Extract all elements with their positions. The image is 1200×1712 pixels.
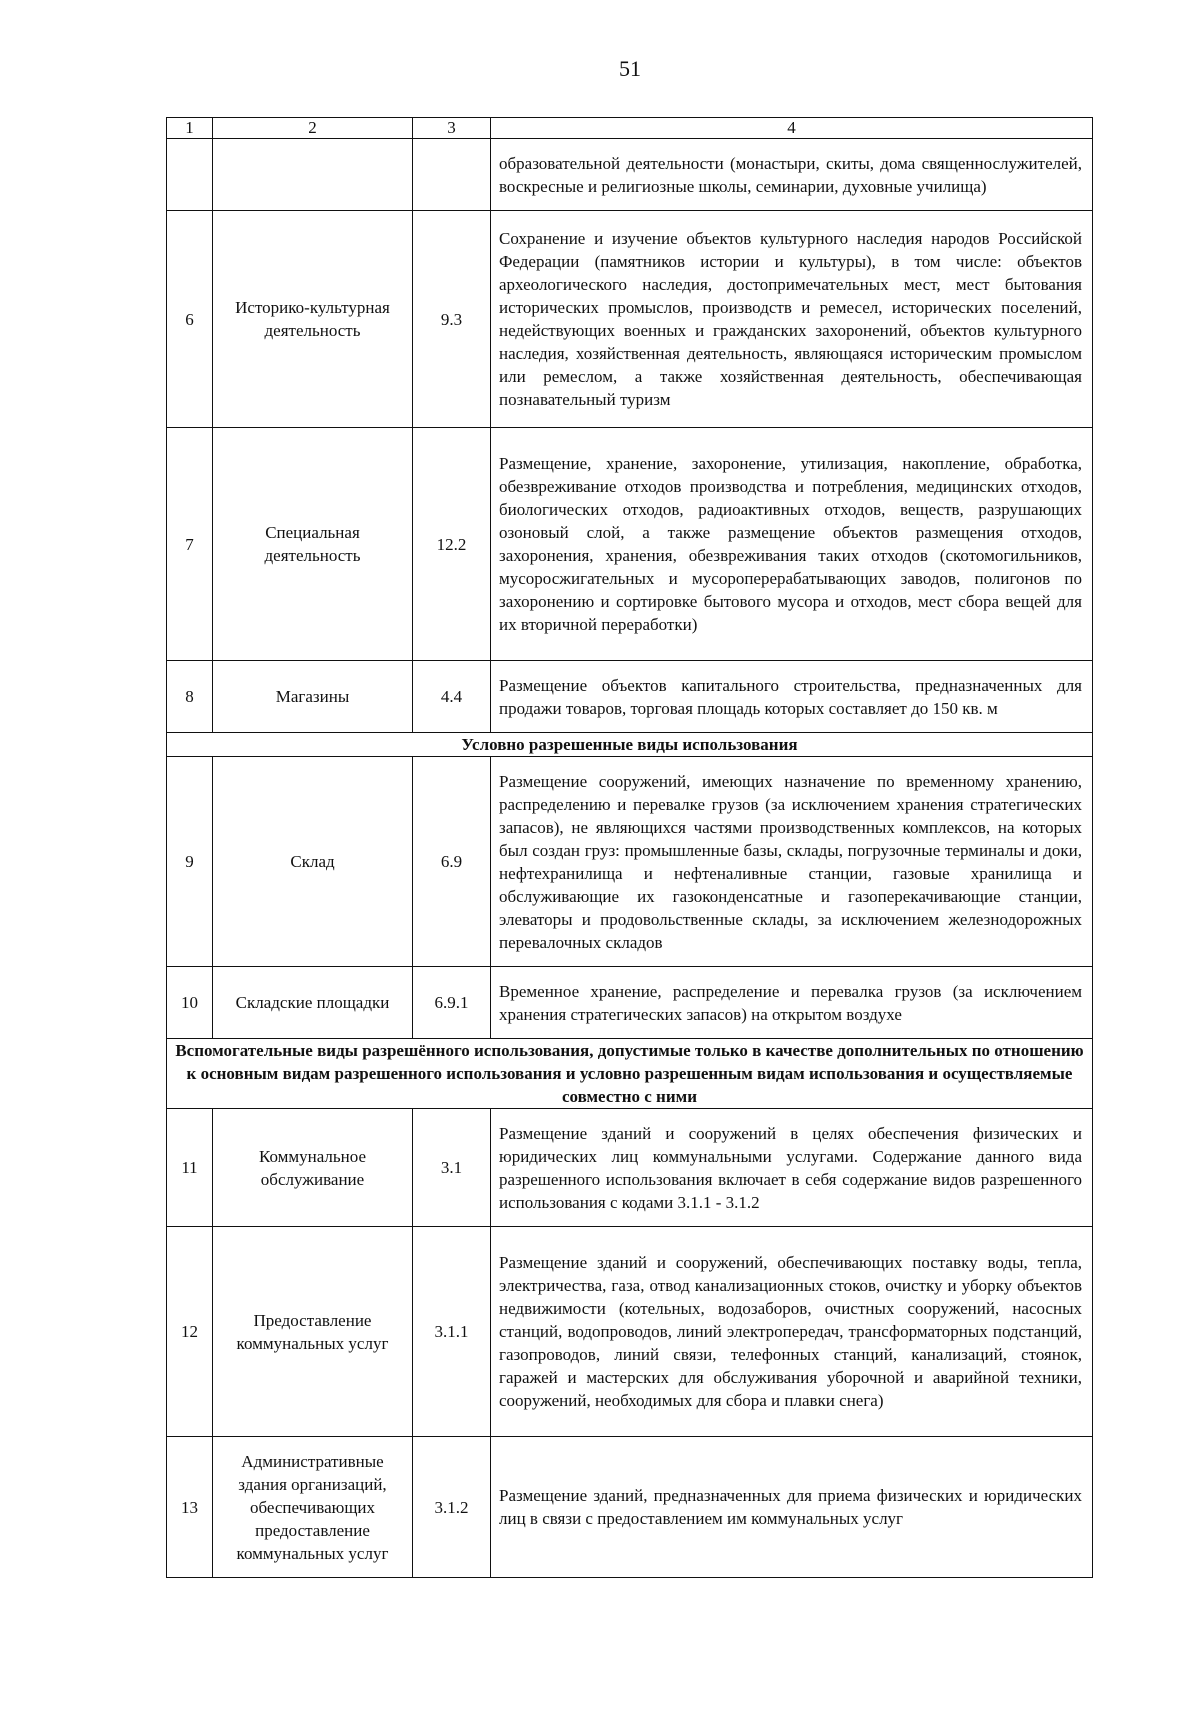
use-type-description: образовательной деятельности (монастыри, скиты, дома священнослужителей, воскресные и религиозные школы, семинарии, духовные училища): [491, 139, 1093, 211]
table-row: [167, 211, 1093, 428]
use-type-name: Склад: [213, 757, 413, 967]
row-number: 6: [167, 211, 213, 428]
use-type-name: Складские площадки: [213, 967, 413, 1039]
table-row: [167, 661, 1093, 733]
use-type-code: 3.1: [413, 1109, 491, 1227]
table-row: [167, 1109, 1093, 1227]
column-header: 1: [167, 118, 213, 139]
row-number: [167, 139, 213, 211]
section-heading-row: [167, 733, 1093, 757]
use-type-name: Историко-культурная деятельность: [213, 211, 413, 428]
use-type-description: Временное хранение, распределение и перевалка грузов (за исключением хранения стратегических запасов) на открытом воздухе: [491, 967, 1093, 1039]
use-type-description: Сохранение и изучение объектов культурного наследия народов Российской Федерации (памятников истории и культуры), в том числе: объектов археологического наследия, достопримечательных мест, мест бытования исторических промыслов, производств и ремесел, исторических поселений, недействующих военных и гражданских захоронений, объектов культурного наследия, хозяйственная деятельность, являющаяся историческим промыслом или ремеслом, а также хозяйственная деятельность, обеспечивающая познавательный туризм: [491, 211, 1093, 428]
use-type-name: Специальная деятельность: [213, 428, 413, 661]
use-type-code: 6.9.1: [413, 967, 491, 1039]
row-number: 11: [167, 1109, 213, 1227]
land-use-table: [166, 117, 1093, 1578]
row-number: 12: [167, 1227, 213, 1437]
row-number: 7: [167, 428, 213, 661]
column-header: 2: [213, 118, 413, 139]
use-type-name: Предоставление коммунальных услуг: [213, 1227, 413, 1437]
section-heading-conditional: Условно разрешенные виды использования: [167, 733, 1093, 757]
table-row: [167, 757, 1093, 967]
table-row: [167, 139, 1093, 211]
use-type-description: Размещение зданий, предназначенных для приема физических и юридических лиц в связи с предоставлением им коммунальных услуг: [491, 1437, 1093, 1578]
use-type-description: Размещение зданий и сооружений в целях обеспечения физических и юридических лиц коммунальными услугами. Содержание данного вида разрешенного использования включает в себя содержание видов разрешенного использования с кодами 3.1.1 - 3.1.2: [491, 1109, 1093, 1227]
use-type-name: Административные здания организаций, обеспечивающих предоставление коммунальных услуг: [213, 1437, 413, 1578]
use-type-code: 6.9: [413, 757, 491, 967]
row-number: 13: [167, 1437, 213, 1578]
use-type-description: Размещение сооружений, имеющих назначение по временному хранению, распределению и перевалке грузов (за исключением хранения стратегических запасов), не являющихся частями производственных комплексов, на которых был создан груз: промышленные базы, склады, погрузочные терминалы и доки, нефтехранилища и нефтеналивные станции, газовые хранилища и обслуживающие их газоконденсатные и газоперекачивающие станции, элеваторы и продовольственные склады, за исключением железнодорожных перевалочных складов: [491, 757, 1093, 967]
use-type-code: 12.2: [413, 428, 491, 661]
use-type-code: 9.3: [413, 211, 491, 428]
table-row: [167, 1437, 1093, 1578]
row-number: 9: [167, 757, 213, 967]
use-type-description: Размещение объектов капитального строительства, предназначенных для продажи товаров, торговая площадь которых составляет до 150 кв. м: [491, 661, 1093, 733]
use-type-code: 3.1.1: [413, 1227, 491, 1437]
table-row: [167, 428, 1093, 661]
column-header: 3: [413, 118, 491, 139]
column-header: 4: [491, 118, 1093, 139]
row-number: 10: [167, 967, 213, 1039]
use-type-name: Магазины: [213, 661, 413, 733]
use-type-code: 4.4: [413, 661, 491, 733]
use-type-description: Размещение, хранение, захоронение, утилизация, накопление, обработка, обезвреживание отходов производства и потребления, медицинских отходов, биологических отходов, радиоактивных отходов, веществ, разрушающих озоновый слой, а также размещение объектов размещения отходов, захоронения, хранения, обезвреживания таких отходов (скотомогильников, мусоросжигательных и мусороперерабатывающих заводов, полигонов по захоронению и сортировке бытового мусора и отходов, мест сбора вещей для их вторичной переработки): [491, 428, 1093, 661]
use-type-name: [213, 139, 413, 211]
use-type-name: Коммунальное обслуживание: [213, 1109, 413, 1227]
section-heading-auxiliary: Вспомогательные виды разрешённого использования, допустимые только в качестве дополнительных по отношению к основным видам разрешенного использования и условно разрешенным видам использования и осуществляемые совместно с ними: [167, 1039, 1093, 1109]
row-number: 8: [167, 661, 213, 733]
use-type-code: [413, 139, 491, 211]
table-row: [167, 1227, 1093, 1437]
table-header-row: [167, 118, 1093, 139]
page-number: 51: [619, 56, 641, 81]
use-type-description: Размещение зданий и сооружений, обеспечивающих поставку воды, тепла, электричества, газа, отвод канализационных стоков, очистку и уборку объектов недвижимости (котельных, водозаборов, очистных сооружений, насосных станций, водопроводов, линий электропередач, трансформаторных подстанций, газопроводов, линий связи, телефонных станций, канализаций, стоянок, гаражей и мастерских для обслуживания уборочной и аварийной техники, сооружений, необходимых для сбора и плавки снега): [491, 1227, 1093, 1437]
section-heading-row: [167, 1039, 1093, 1109]
use-type-code: 3.1.2: [413, 1437, 491, 1578]
table-row: [167, 967, 1093, 1039]
